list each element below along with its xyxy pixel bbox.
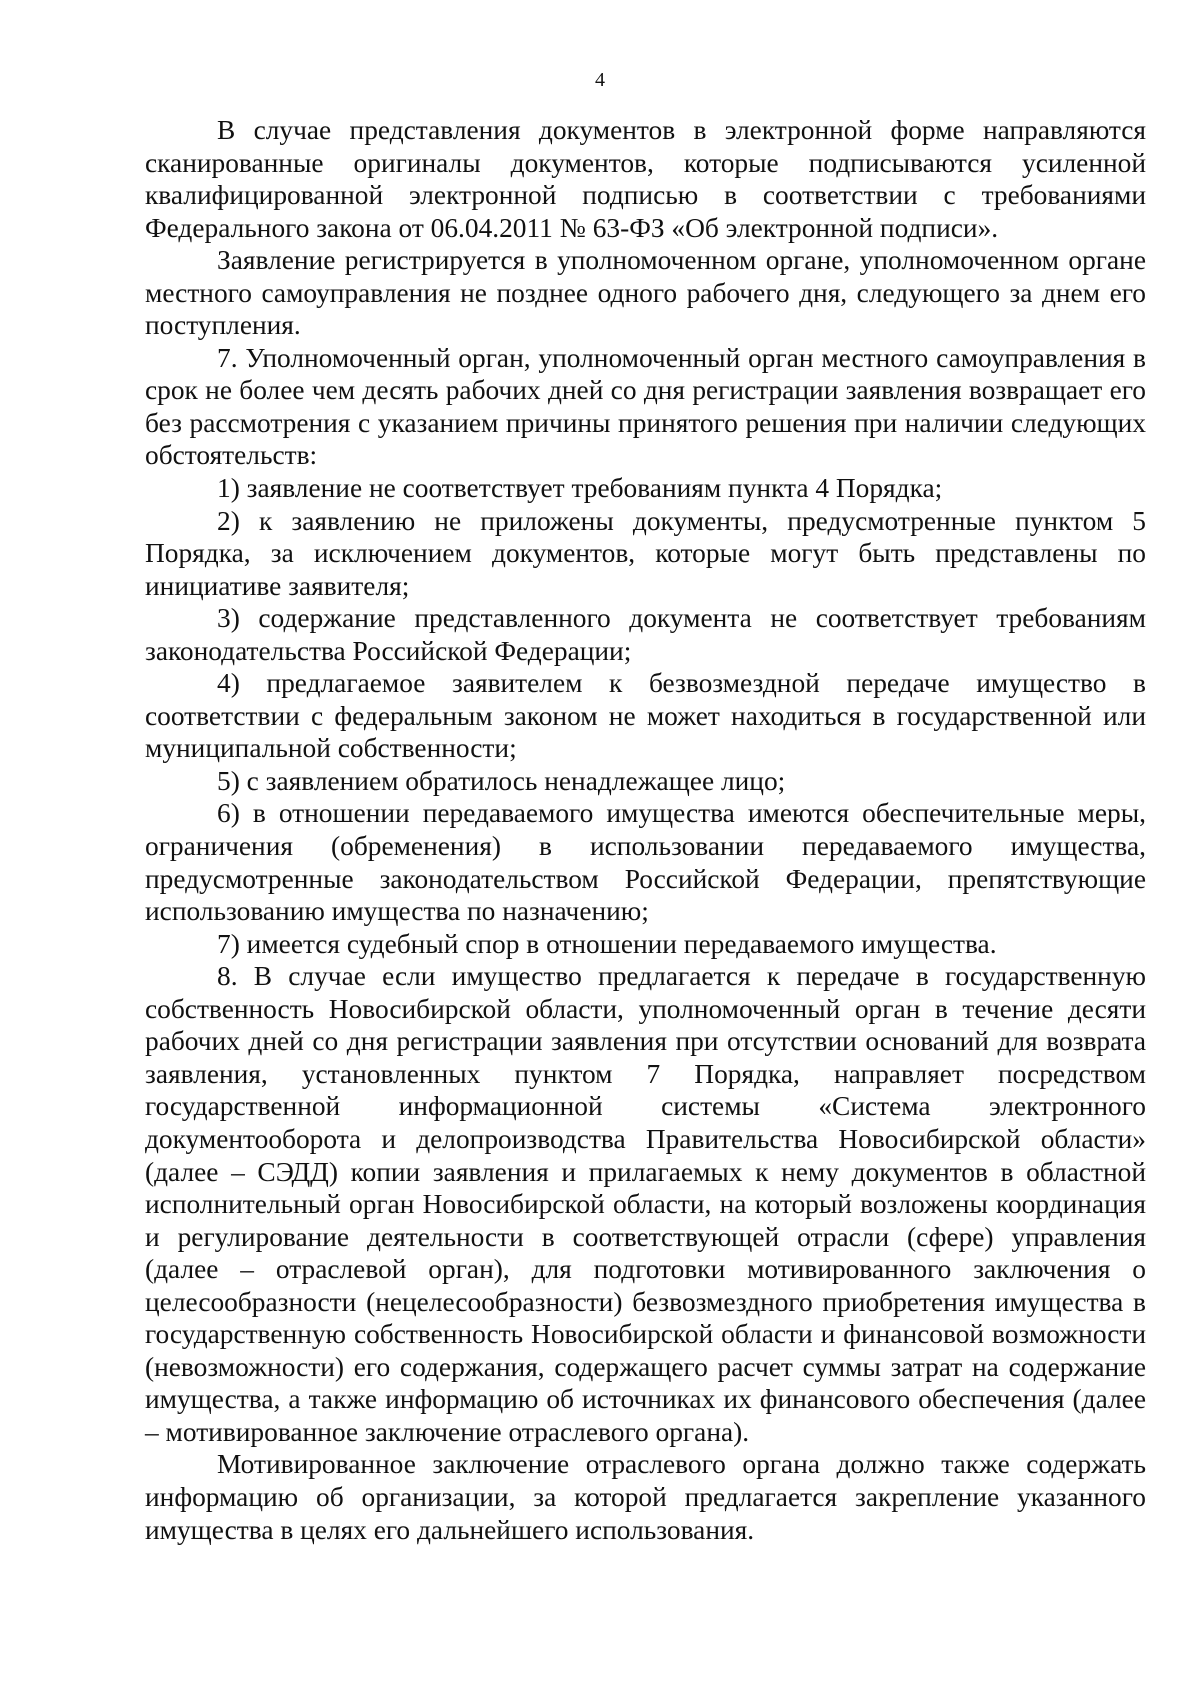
list-item-7-5: 5) с заявлением обратилось ненадлежащее лицо;: [217, 765, 786, 796]
paragraph-motivated-conclusion: Мотивированное заключение отраслевого органа должно также содержать информацию об организации, за которой предлагается закрепление указанного имущества в целях его дальнейшего использования.: [145, 1449, 1146, 1545]
paragraph-clause-8: 8. В случае если имущество предлагается к передаче в государственную собственность Новосибирской области, уполномоченный орган в течение десяти рабочих дней со дня регистрации заявления при отсутствии оснований для возврата заявления, установленных пунктом 7 Порядка, направляет посредством государственной информационной системы «Система электронного документооборота и делопроизводства Правительства Новосибирской области» (далее – СЭДД) копии заявления и прилагаемых к нему документов в областной исполнительный орган Новосибирской области, на который возложены координация и регулирование деятельности в соответствующей отрасли (сфере) управления (далее – отраслевой орган), для подготовки мотивированного заключения о целесообразности (нецелесообразности) безвозмездного приобретения имущества в государственную собственность Новосибирской области и финансовой возможности (невозможности) его содержания, содержащего расчет суммы затрат на содержание имущества, а также информацию об источниках их финансового обеспечения (далее – мотивированное заключение отраслевого органа).: [145, 961, 1146, 1447]
paragraph-electronic-documents: В случае представления документов в электронной форме направляются сканированные оригиналы документов, которые подписываются усиленной квалифицированной электронной подписью в соответствии с требованиями Федерального закона от 06.04.2011 № 63-ФЗ «Об электронной подписи».: [145, 115, 1146, 243]
list-item-7-6: 6) в отношении передаваемого имущества имеются обеспечительные меры, ограничения (обременения) в использовании передаваемого имущества, предусмотренные законодательством Российской Федерации, препятствующие использованию имущества по назначению;: [145, 798, 1146, 927]
list-item-7-4: 4) предлагаемое заявителем к безвозмездной передаче имущество в соответствии с федеральным законом не может находиться в государственной или муниципальной собственности;: [145, 668, 1146, 764]
paragraph-clause-7: 7. Уполномоченный орган, уполномоченный орган местного самоуправления в срок не более чем десять рабочих дней со дня регистрации заявления возвращает его без рассмотрения с указанием причины принятого решения при наличии следующих обстоятельств:: [145, 342, 1146, 471]
page-number: 4: [595, 69, 605, 91]
document-body: [145, 114, 1146, 1546]
list-item-7-1: 1) заявление не соответствует требованиям пункта 4 Порядка;: [217, 473, 943, 504]
paragraph-application-registration: Заявление регистрируется в уполномоченном органе, уполномоченном органе местного самоуправления не позднее одного рабочего дня, следующего за днем его поступления.: [145, 245, 1146, 341]
list-item-7-2: 2) к заявлению не приложены документы, предусмотренные пунктом 5 Порядка, за исключением документов, которые могут быть представлены по инициативе заявителя;: [145, 505, 1146, 601]
list-item-7-3: 3) содержание представленного документа не соответствует требованиям законодательства Российской Федерации;: [145, 603, 1146, 666]
list-item-7-7: 7) имеется судебный спор в отношении передаваемого имущества.: [217, 928, 997, 959]
